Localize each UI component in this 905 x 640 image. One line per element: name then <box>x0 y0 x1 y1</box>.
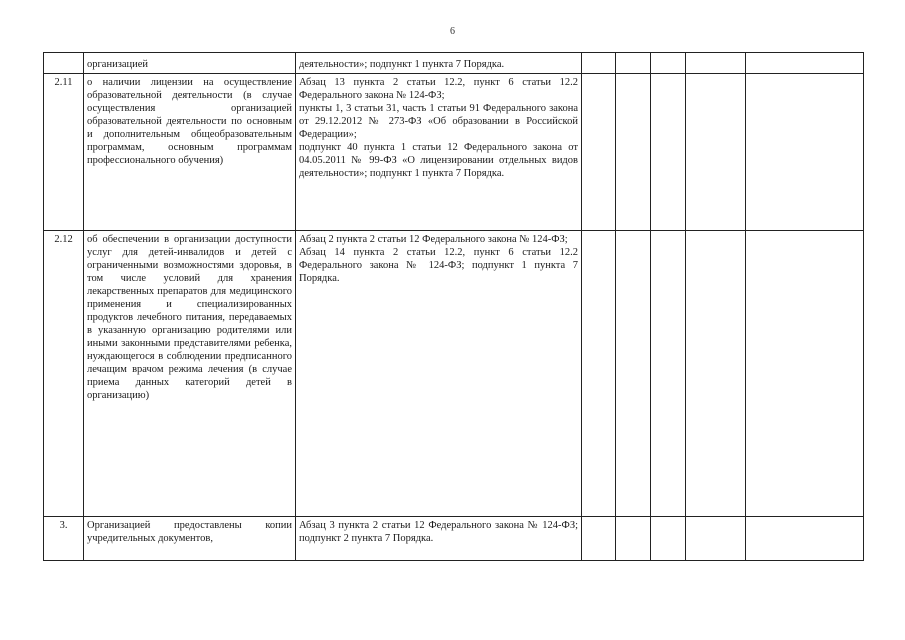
empty-cell <box>616 53 651 74</box>
legal-basis: Абзац 3 пункта 2 статьи 12 Федерального закона № 124-ФЗ; подпункт 2 пункта 7 Порядка. <box>296 517 582 561</box>
legal-basis <box>296 231 582 517</box>
empty-cell <box>686 517 746 561</box>
empty-cell <box>616 231 651 517</box>
requirement-text: о наличии лицензии на осуществление образовательной деятельности (в случае осуществления организацией образовательной деятельности по основным и дополнительным общеобразовательным программам, основным программам профессионального обучения) <box>84 74 296 231</box>
table-row <box>44 53 864 74</box>
empty-cell <box>746 74 864 231</box>
empty-cell <box>582 74 616 231</box>
table-row <box>44 517 864 561</box>
legal-basis-line: Абзац 13 пункта 2 статьи 12.2, пункт 6 статьи 12.2 Федерального закона № 124-ФЗ; <box>299 77 578 101</box>
row-number: 2.11 <box>44 74 84 231</box>
empty-cell <box>651 517 686 561</box>
empty-cell <box>651 74 686 231</box>
empty-cell <box>686 231 746 517</box>
requirement-text: об обеспечении в организации доступности услуг для детей-инвалидов и детей с ограниченными возможностями здоровья, в том числе условий для хранения лекарственных препаратов для медицинского применения и специализированных продуктов лечебного питания, передаваемых в указанную организацию родителями или иными законными представителями ребенка, нуждающегося в соблюдении предписанного лечащим врачом режима лечения (в случае приема данных категорий детей в организацию) <box>84 231 296 517</box>
empty-cell <box>651 53 686 74</box>
empty-cell <box>746 517 864 561</box>
requirement-text: организацией <box>84 53 296 74</box>
empty-cell <box>746 53 864 74</box>
empty-cell <box>746 231 864 517</box>
page-number: 6 <box>450 26 455 37</box>
empty-cell <box>582 53 616 74</box>
table-row <box>44 74 864 231</box>
legal-basis-line: пункты 1, 3 статьи 31, часть 1 статьи 91 Федерального закона от 29.12.2012 № 273-ФЗ «Об образовании в Российской Федерации»; <box>299 103 578 140</box>
requirements-table <box>43 52 864 561</box>
empty-cell <box>582 231 616 517</box>
empty-cell <box>651 231 686 517</box>
empty-cell <box>582 517 616 561</box>
row-number: 3. <box>44 517 84 561</box>
legal-basis-line: Абзац 14 пункта 2 статьи 12.2, пункт 6 статьи 12.2 Федерального закона № 124-ФЗ; подпункт 1 пункта 7 Порядка. <box>299 247 578 284</box>
legal-basis: деятельности»; подпункт 1 пункта 7 Порядка. <box>296 53 582 74</box>
empty-cell <box>616 74 651 231</box>
row-number <box>44 53 84 74</box>
legal-basis <box>296 74 582 231</box>
requirement-text: Организацией предоставлены копии учредительных документов, <box>84 517 296 561</box>
legal-basis-line: подпункт 40 пункта 1 статьи 12 Федерального закона от 04.05.2011 № 99-ФЗ «О лицензировании отдельных видов деятельности»; подпункт 1 пункта 7 Порядка. <box>299 142 578 179</box>
empty-cell <box>616 517 651 561</box>
legal-basis-line: Абзац 2 пункта 2 статьи 12 Федерального закона № 124-ФЗ; <box>299 234 568 245</box>
row-number: 2.12 <box>44 231 84 517</box>
table-row <box>44 231 864 517</box>
empty-cell <box>686 74 746 231</box>
empty-cell <box>686 53 746 74</box>
